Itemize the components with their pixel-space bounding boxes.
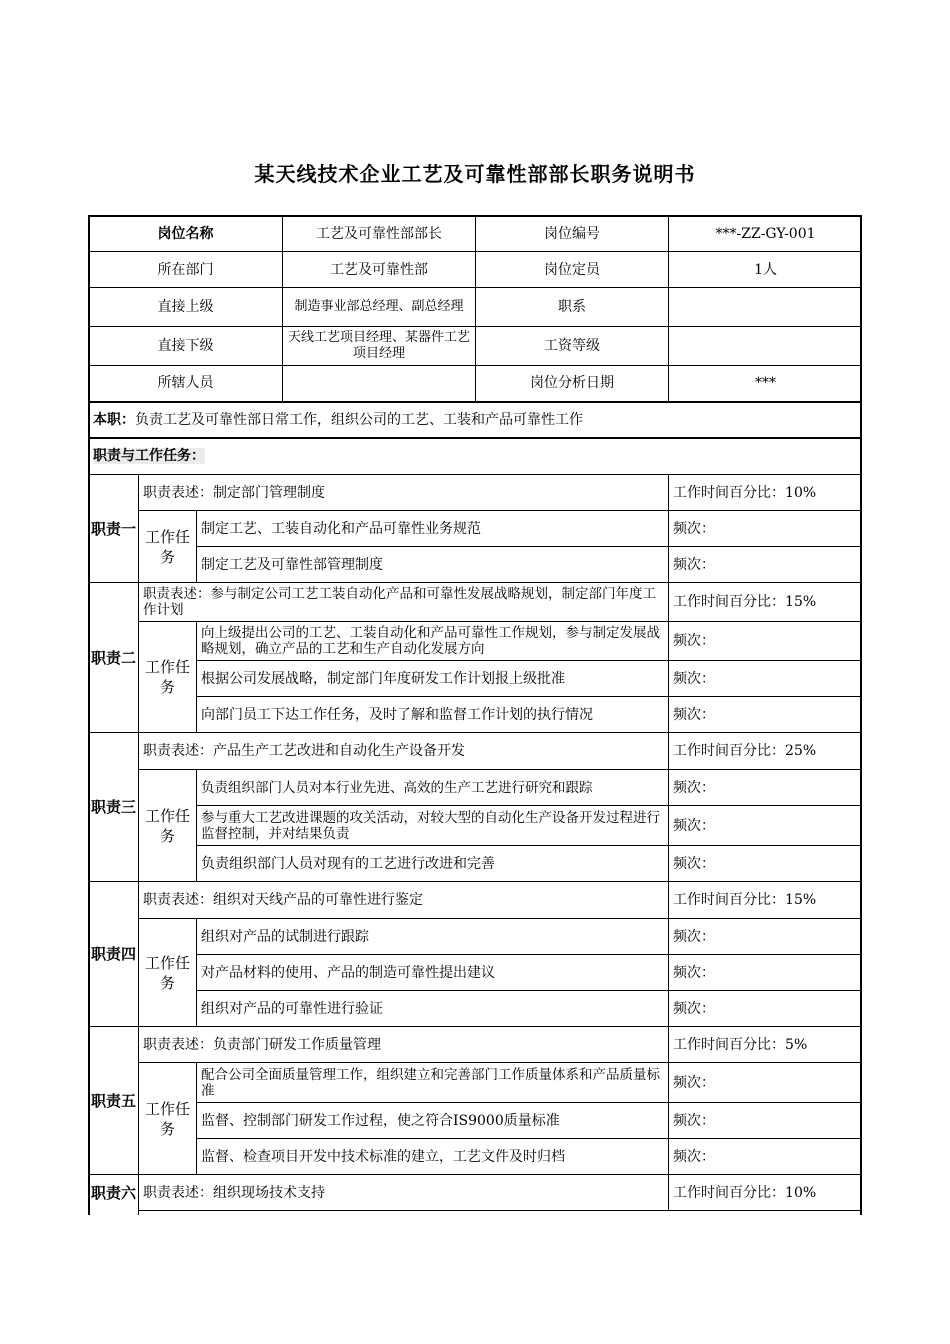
duty-1-task-label: 工作任务 bbox=[139, 511, 197, 583]
duty-3-task-1-frequency: 频次： bbox=[669, 770, 862, 806]
duty-2-number: 职责二 bbox=[89, 583, 139, 733]
duty-5-percent: 工作时间百分比：5% bbox=[669, 1027, 862, 1063]
duty-1-number: 职责一 bbox=[89, 475, 139, 583]
duty-2-task-label: 工作任务 bbox=[139, 622, 197, 733]
duty-4-number: 职责四 bbox=[89, 882, 139, 1027]
duty-1-percent: 工作时间百分比：10% bbox=[669, 475, 862, 511]
duty-2-task-3: 向部门员工下达工作任务，及时了解和监督工作计划的执行情况 bbox=[197, 697, 669, 733]
section-label: 职责与工作任务： bbox=[93, 448, 205, 465]
summary-text: 负责工艺及可靠性部日常工作，组织公司的工艺、工装和产品可靠性工作 bbox=[135, 411, 583, 428]
summary-row bbox=[89, 402, 863, 438]
duty-4-task-label: 工作任务 bbox=[139, 919, 197, 1027]
duty-1-task-2: 制定工艺及可靠性部管理制度 bbox=[197, 547, 669, 583]
duty-3-task-3-frequency: 频次： bbox=[669, 846, 862, 882]
duty-5-task-label: 工作任务 bbox=[139, 1063, 197, 1175]
duty-5-number: 职责五 bbox=[89, 1027, 139, 1175]
series-label: 职系 bbox=[476, 288, 669, 327]
analysis-date-label: 岗位分析日期 bbox=[476, 366, 669, 402]
post-name-value: 工艺及可靠性部部长 bbox=[283, 216, 476, 252]
duty-3-percent: 工作时间百分比：25% bbox=[669, 733, 862, 770]
duty-1-task-1-frequency: 频次： bbox=[669, 511, 862, 547]
duty-4-task-2-frequency: 频次： bbox=[669, 955, 862, 991]
duty-4-task-1-frequency: 频次： bbox=[669, 919, 862, 955]
document-title: 某天线技术企业工艺及可靠性部部长职务说明书 bbox=[254, 162, 696, 186]
duty-6-percent: 工作时间百分比：10% bbox=[669, 1175, 862, 1211]
analysis-date-value: *** bbox=[669, 366, 862, 402]
staff-label: 所辖人员 bbox=[89, 366, 283, 402]
duty-5-task-1-frequency: 频次： bbox=[669, 1063, 862, 1103]
duty-3-task-label: 工作任务 bbox=[139, 770, 197, 882]
duty-2-description: 职责表述：参与制定公司工艺工装自动化产品和可靠性发展战略规划，制定部门年度工作计划 bbox=[139, 583, 669, 622]
section-header bbox=[89, 438, 863, 475]
duty-1-description: 职责表述：制定部门管理制度 bbox=[139, 475, 669, 511]
duty-1-task-2-frequency: 频次： bbox=[669, 547, 862, 583]
duty-4-task-1: 组织对产品的试制进行跟踪 bbox=[197, 919, 669, 955]
job-description-table bbox=[88, 215, 862, 1215]
superior-label: 直接上级 bbox=[89, 288, 283, 327]
duty-5-task-1: 配合公司全面质量管理工作，组织建立和完善部门工作质量体系和产品质量标准 bbox=[197, 1063, 669, 1103]
duty-5-task-3: 监督、检查项目开发中技术标准的建立，工艺文件及时归档 bbox=[197, 1139, 669, 1175]
grade-value bbox=[669, 327, 862, 366]
staff-value bbox=[283, 366, 476, 402]
duty-3-number: 职责三 bbox=[89, 733, 139, 882]
duty-1-task-1: 制定工艺、工装自动化和产品可靠性业务规范 bbox=[197, 511, 669, 547]
duty-3-task-3: 负责组织部门人员对现有的工艺进行改进和完善 bbox=[197, 846, 669, 882]
duty-2-task-2: 根据公司发展战略，制定部门年度研发工作计划报上级批准 bbox=[197, 661, 669, 697]
job-description-sheet bbox=[88, 215, 862, 1215]
subordinate-value: 天线工艺项目经理、某器件工艺项目经理 bbox=[283, 327, 476, 366]
duty-5-task-2: 监督、控制部门研发工作过程，使之符合IS9000质量标准 bbox=[197, 1103, 669, 1139]
duty-6-description: 职责表述：组织现场技术支持 bbox=[139, 1175, 669, 1211]
duty-2-task-1: 向上级提出公司的工艺、工装自动化和产品可靠性工作规划，参与制定发展战略规划，确立产品的工艺和生产自动化发展方向 bbox=[197, 622, 669, 661]
duty-2-percent: 工作时间百分比：15% bbox=[669, 583, 862, 622]
post-no-value: ***-ZZ-GY-001 bbox=[669, 216, 862, 252]
duty-4-percent: 工作时间百分比：15% bbox=[669, 882, 862, 919]
summary-label: 本职： bbox=[93, 411, 135, 428]
subordinate-label: 直接下级 bbox=[89, 327, 283, 366]
duty-2-task-2-frequency: 频次： bbox=[669, 661, 862, 697]
duty-2-task-1-frequency: 频次： bbox=[669, 622, 862, 661]
series-value bbox=[669, 288, 862, 327]
duty-4-task-3: 组织对产品的可靠性进行验证 bbox=[197, 991, 669, 1027]
duty-5-description: 职责表述：负责部门研发工作质量管理 bbox=[139, 1027, 669, 1063]
dept-value: 工艺及可靠性部 bbox=[283, 252, 476, 288]
duty-3-task-2-frequency: 频次： bbox=[669, 806, 862, 846]
duty-5-task-3-frequency: 频次： bbox=[669, 1139, 862, 1175]
post-name-label: 岗位名称 bbox=[89, 216, 283, 252]
post-no-label: 岗位编号 bbox=[476, 216, 669, 252]
duty-6-number: 职责六 bbox=[89, 1175, 139, 1216]
duty-5-task-2-frequency: 频次： bbox=[669, 1103, 862, 1139]
duty-2-task-3-frequency: 频次： bbox=[669, 697, 862, 733]
duty-6-continuation bbox=[139, 1211, 863, 1216]
dept-label: 所在部门 bbox=[89, 252, 283, 288]
duty-3-task-1: 负责组织部门人员对本行业先进、高效的生产工艺进行研究和跟踪 bbox=[197, 770, 669, 806]
duty-4-task-3-frequency: 频次： bbox=[669, 991, 862, 1027]
duty-4-description: 职责表述：组织对天线产品的可靠性进行鉴定 bbox=[139, 882, 669, 919]
headcount-label: 岗位定员 bbox=[476, 252, 669, 288]
grade-label: 工资等级 bbox=[476, 327, 669, 366]
duty-4-task-2: 对产品材料的使用、产品的制造可靠性提出建议 bbox=[197, 955, 669, 991]
superior-value: 制造事业部总经理、副总经理 bbox=[283, 288, 476, 327]
duty-3-description: 职责表述：产品生产工艺改进和自动化生产设备开发 bbox=[139, 733, 669, 770]
headcount-value: 1人 bbox=[669, 252, 862, 288]
duty-3-task-2: 参与重大工艺改进课题的攻关活动，对较大型的自动化生产设备开发过程进行监督控制，并对结果负责 bbox=[197, 806, 669, 846]
